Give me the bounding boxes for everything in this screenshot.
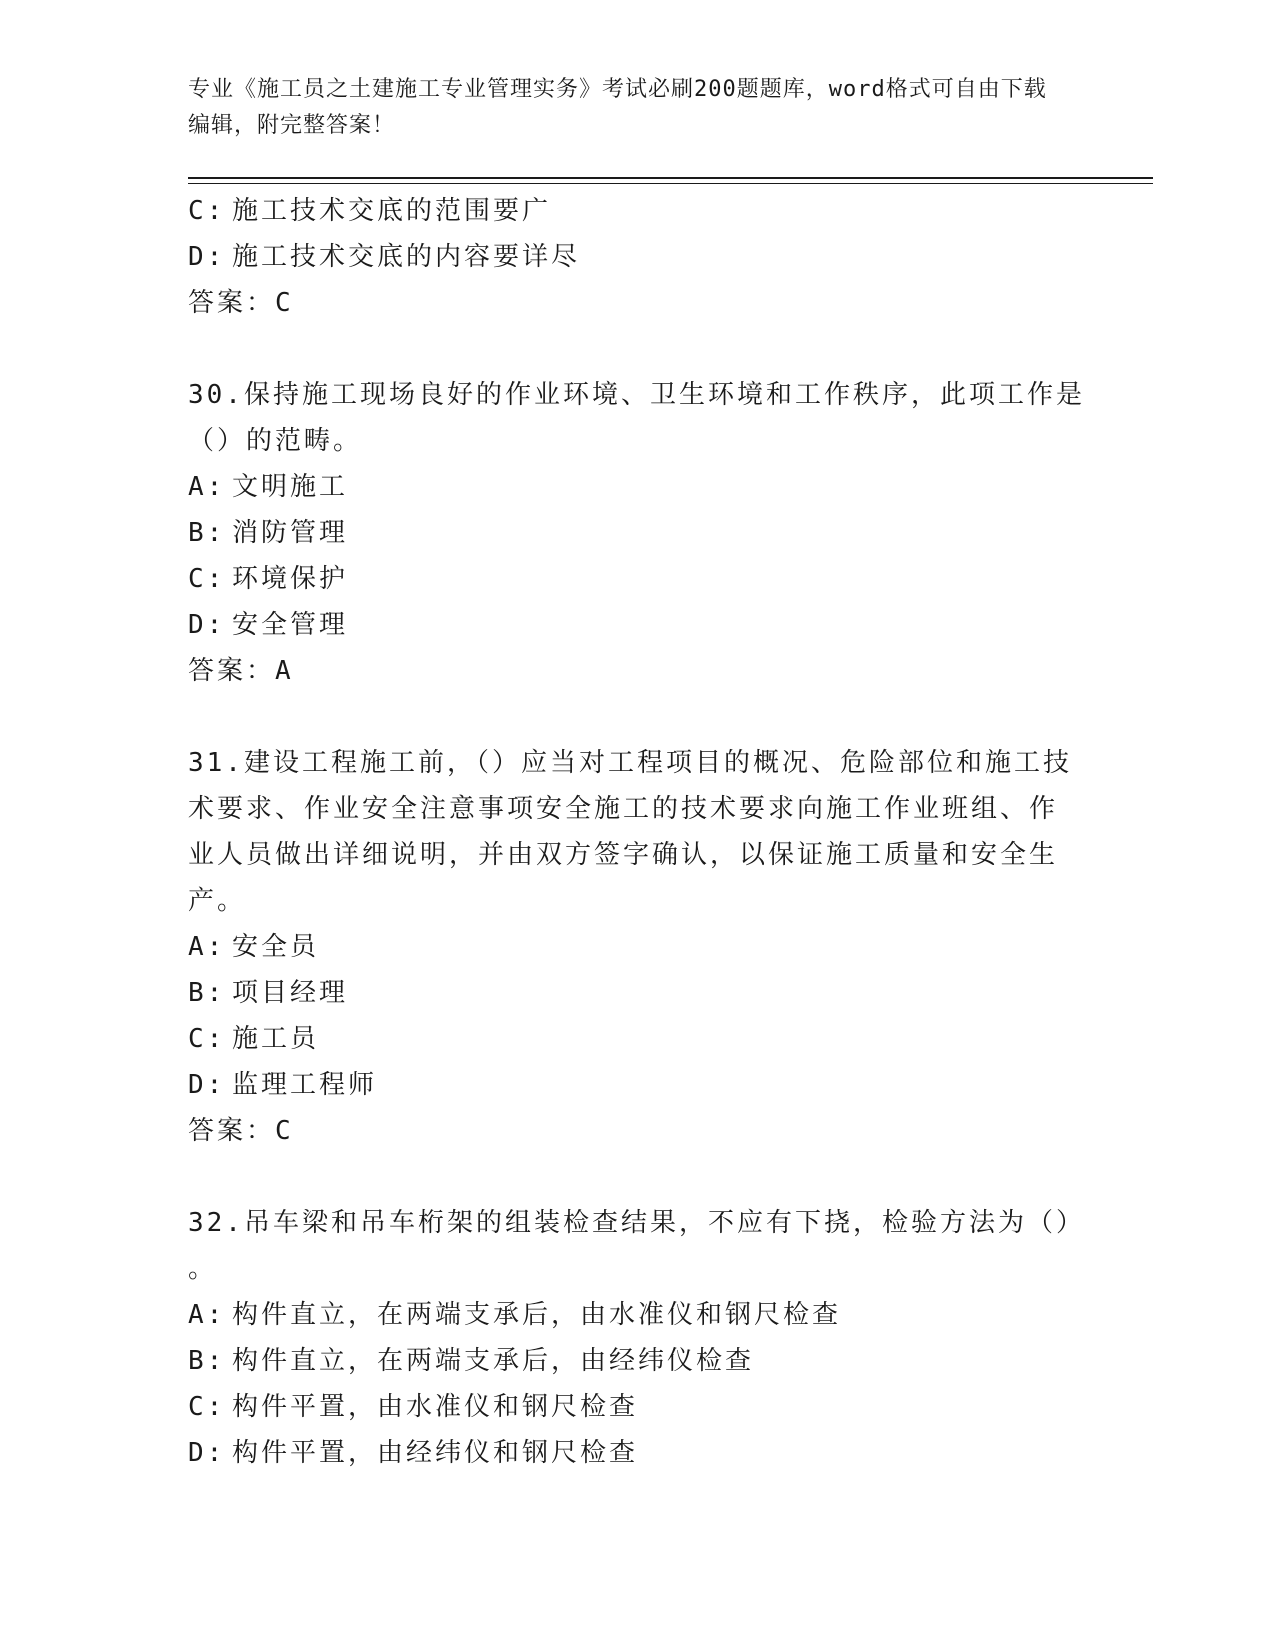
option-d [188,1430,1078,1476]
option-text: 消防管理 [232,518,349,548]
question-stem-line: 30.保持施工现场良好的作业环境、卫生环境和工作秩序，此项工作是 [188,380,1085,410]
option-text: 环境保护 [232,564,349,594]
option-text: 安全管理 [232,610,349,640]
option-letter: C: [188,1392,226,1422]
option-b [188,510,1078,556]
question-30 [188,372,1085,694]
document-intro: 专业《施工员之土建施工专业管理实务》考试必刷200题题库，word格式可自由下载编辑，附完整答案！ [188,77,1047,138]
option-letter: B: [188,518,226,548]
question-stem-line: （）的范畴。 [188,426,363,456]
option-d [188,1062,1078,1108]
option-text: 构件平置，由水准仪和钢尺检查 [232,1392,639,1422]
option-text: 施工技术交底的范围要广 [232,196,552,226]
option-c [188,556,1078,602]
option-letter: D: [188,242,226,272]
option-text: 文明施工 [232,472,349,502]
header-divider-thin [188,183,1153,184]
option-letter: A: [188,1300,226,1330]
option-c [188,1016,1078,1062]
question-stem-line: 31.建设工程施工前，（）应当对工程项目的概况、危险部位和施工技 [188,748,1072,778]
option-letter: B: [188,978,226,1008]
option-d [188,602,1078,648]
option-text: 施工技术交底的内容要详尽 [232,242,581,272]
option-c [188,188,1078,234]
question-32 [188,1200,1085,1476]
option-letter: C: [188,1024,226,1054]
question-list [188,188,1085,1476]
option-text: 构件直立，在两端支承后，由经纬仪检查 [232,1346,755,1376]
question-stem-line: 术要求、作业安全注意事项安全施工的技术要求向施工作业班组、作 [188,794,1059,824]
question-stem-line: 。 [188,1254,218,1284]
option-b [188,970,1078,1016]
option-letter: A: [188,472,226,502]
answer-line: 答案：C [188,288,294,318]
option-letter: D: [188,1438,226,1468]
option-d [188,234,1078,280]
option-letter: A: [188,932,226,962]
option-a [188,924,1078,970]
option-text: 项目经理 [232,978,349,1008]
question-31 [188,740,1078,1154]
option-text: 安全员 [232,932,320,962]
option-text: 构件平置，由经纬仪和钢尺检查 [232,1438,639,1468]
option-a [188,464,1078,510]
option-letter: D: [188,1070,226,1100]
question-stem-line: 32.吊车梁和吊车桁架的组装检查结果，不应有下挠，检验方法为（） [188,1208,1085,1238]
option-text: 施工员 [232,1024,320,1054]
option-a [188,1292,1078,1338]
option-c [188,1384,1078,1430]
answer-line: 答案：A [188,656,294,686]
option-b [188,1338,1078,1384]
question-fragment [188,188,1078,326]
question-stem-line: 产。 [188,886,247,916]
option-letter: B: [188,1346,226,1376]
header-divider-thick [188,177,1153,179]
option-text: 构件直立，在两端支承后，由水准仪和钢尺检查 [232,1300,842,1330]
question-stem-line: 业人员做出详细说明，并由双方签字确认，以保证施工质量和安全生 [188,840,1059,870]
option-letter: D: [188,610,226,640]
option-text: 监理工程师 [232,1070,378,1100]
option-letter: C: [188,196,226,226]
option-letter: C: [188,564,226,594]
answer-line: 答案：C [188,1116,294,1146]
